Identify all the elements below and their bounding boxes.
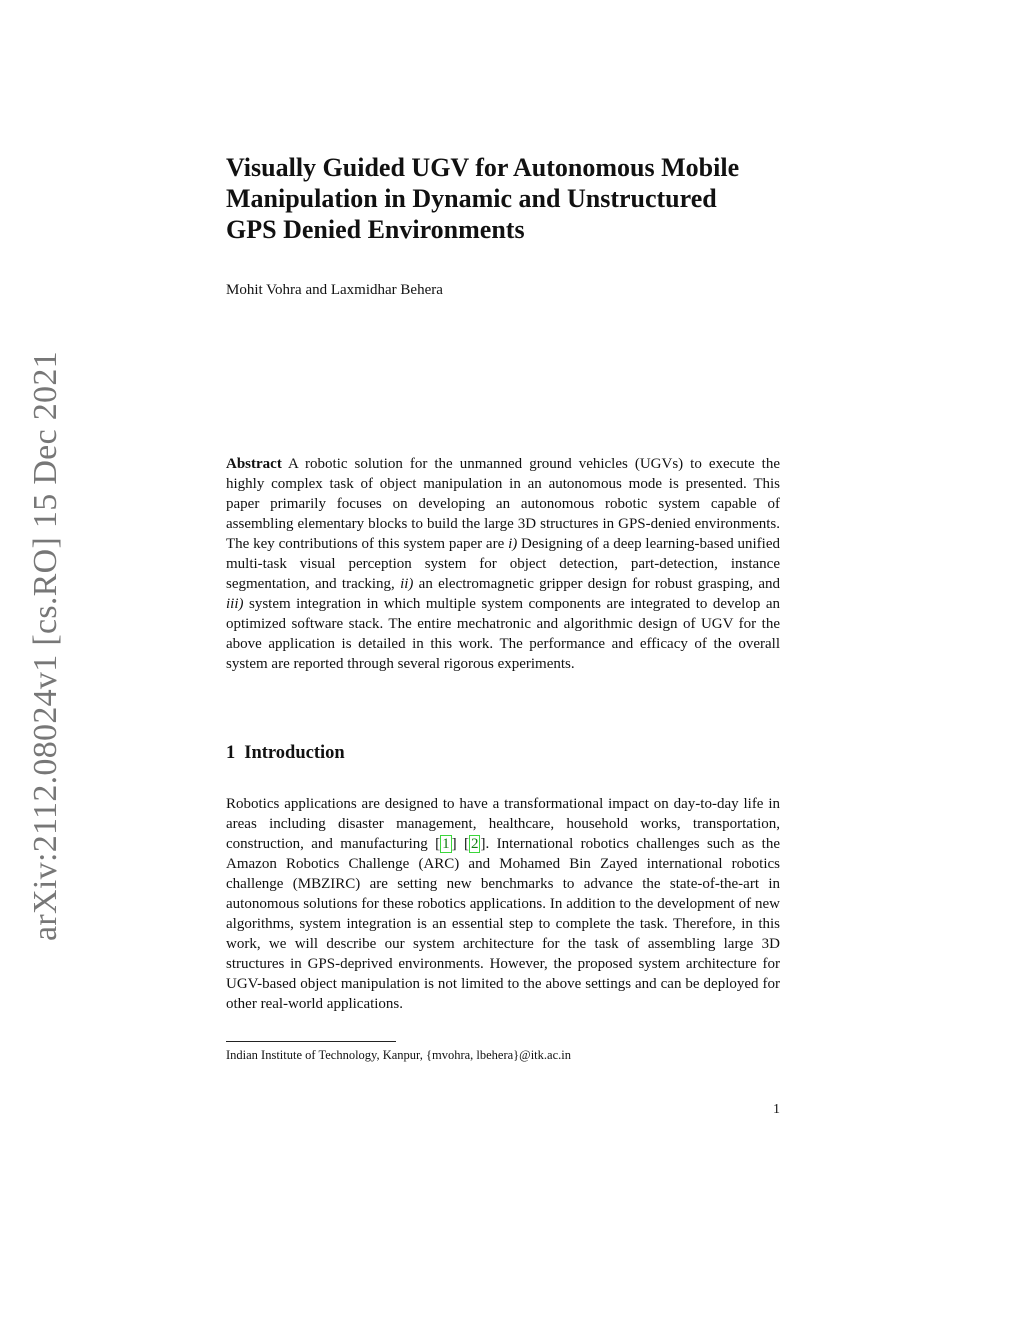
citation-link[interactable]: 1 xyxy=(442,836,450,852)
abstract-label: Abstract xyxy=(226,456,282,472)
page-number: 1 xyxy=(773,1102,780,1117)
section-heading xyxy=(226,743,345,764)
footnote: Indian Institute of Technology, Kanpur, {mvohra, lbehera}@itk.ac.in xyxy=(226,1048,571,1062)
introduction-paragraph: Robotics applications are designed to have a transformational impact on day-to-day life in areas including disaster management, healthcare, household works, transportation, construction, and manufacturing [ 1 ] [ 2 ]. International robotics challenges such as the Amazon Robotics Challenge (ARC) and Mohamed Bin Zayed international robotics challenge (MBZIRC) are setting new benchmarks to advance the state-of-the-art in autonomous solutions for these robotics applications. In addition to the development of new algorithms, system integration is an essential step to complete the task. Therefore, in this work, we will describe our system architecture for the task of assembling large 3D structures in GPS-deprived environments. However, the proposed system architecture for UGV-based object manipulation is not limited to the above settings and can be deployed for other real-world applications. xyxy=(226,796,780,1012)
title-line: Visually Guided UGV for Autonomous Mobile xyxy=(226,153,740,182)
footnote-rule xyxy=(226,1041,396,1042)
intro-text: Robotics applications are designed to have a transformational impact on day-to-day life in areas including disaster management, healthcare, household works, transportation, construction, and manufacturing xyxy=(226,796,780,852)
intro-text: . International robotics challenges such as the Amazon Robotics Challenge (ARC) and Mohamed Bin Zayed international robotics challenge (MBZIRC) are setting new benchmarks to advance the state-of-the-art in autonomous solutions for these robotics applications. In addition to the development of new algorithms, system integration is an essential step to complete the task. Therefore, in this work, we will describe our system architecture for the task of assembling large 3D structures in GPS-deprived environments. However, the proposed system architecture for UGV-based object manipulation is not limited to the above settings and can be deployed for other real-world applications. xyxy=(226,836,780,1012)
authors: Mohit Vohra and Laxmidhar Behera xyxy=(226,282,443,298)
title-line: GPS Denied Environments xyxy=(226,215,525,244)
paper-title xyxy=(226,152,826,245)
abstract-text: A robotic solution for the unmanned ground vehicles (UGVs) to execute the highly complex task of object manipulation in an autonomous mode is presented. This paper primarily focuses on developing an autonomous robotic system capable of assembling elementary blocks to build the large 3D structures in GPS-denied environments. The key contributions of this system paper are xyxy=(226,456,780,552)
title-line: Manipulation in Dynamic and Unstructured xyxy=(226,184,717,213)
abstract-text: system integration in which multiple system components are integrated to develop an optimized software stack. The entire mechatronic and algorithmic design of UGV for the above application is detailed in this work. The performance and efficacy of the overall system are reported through several rigorous experiments. xyxy=(226,596,780,672)
list-marker: ii) xyxy=(400,576,414,592)
abstract-text: Designing of a deep learning-based unified multi-task visual perception system for object detection, part-detection, instance segmentation, and tracking, xyxy=(226,536,780,592)
abstract xyxy=(226,454,780,674)
citation-link[interactable]: 2 xyxy=(470,836,479,852)
abstract-text: an electromagnetic gripper design for robust grasping, and xyxy=(413,576,780,592)
section-number: 1 xyxy=(226,743,236,763)
list-marker: iii) xyxy=(226,596,244,612)
section-title: Introduction xyxy=(244,743,345,763)
list-marker: i) xyxy=(508,536,518,552)
arxiv-identifier[interactable]: arXiv:2112.08024v1 [cs.RO] 15 Dec 2021 xyxy=(27,351,64,941)
